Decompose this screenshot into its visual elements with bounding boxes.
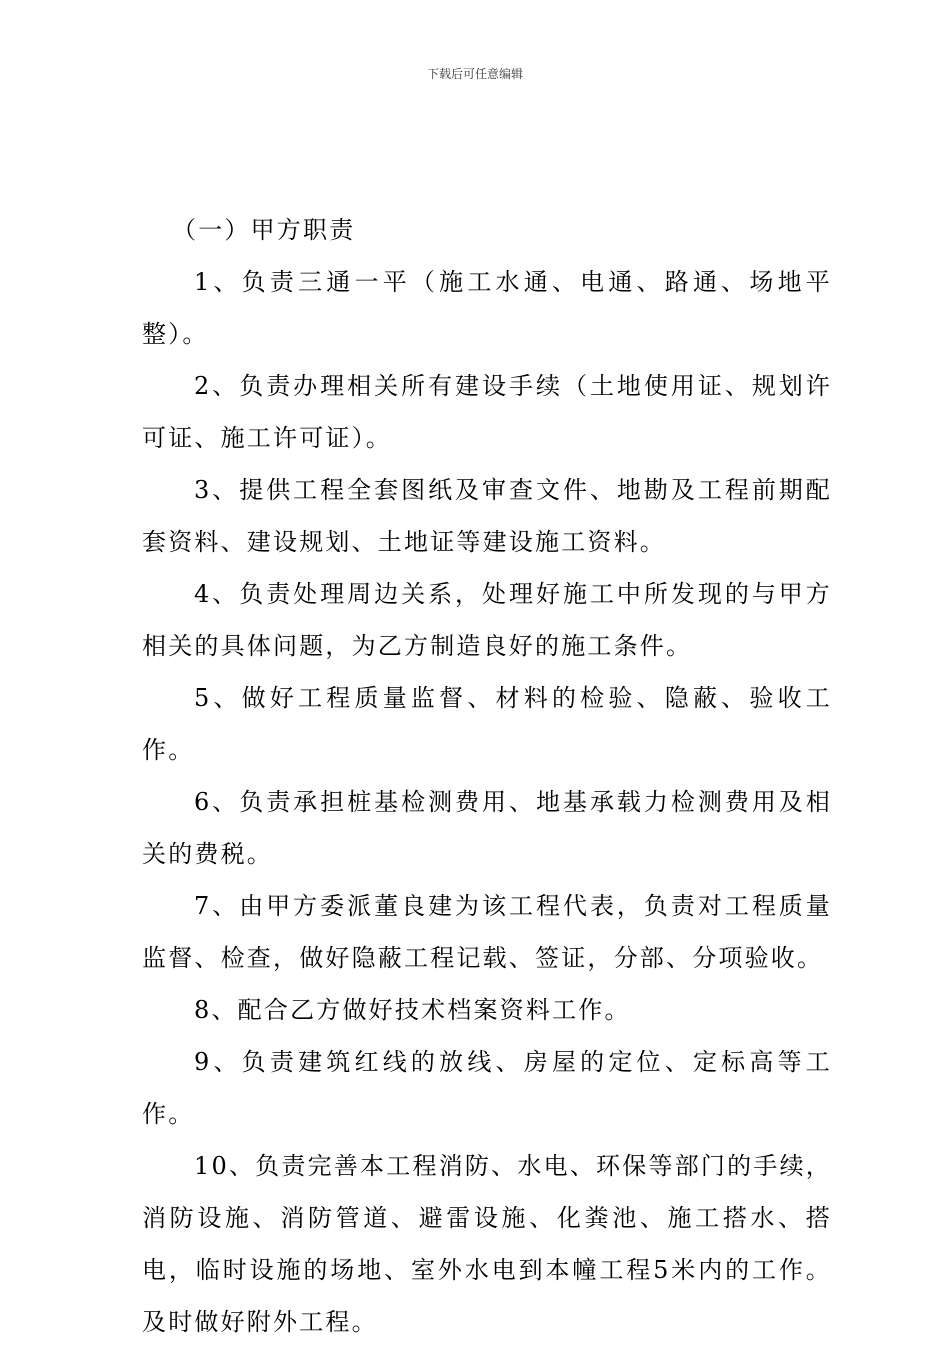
clause-9: 9、负责建筑红线的放线、房屋的定位、定标高等工作。 [142, 1048, 832, 1128]
clause-1: 1、负责三通一平（施工水通、电通、路通、场地平整）。 [142, 268, 832, 348]
clause-8: 8、配合乙方做好技术档案资料工作。 [194, 996, 631, 1024]
clause-4: 4、负责处理周边关系，处理好施工中所发现的与甲方相关的具体问题，为乙方制造良好的施工条件。 [142, 580, 832, 660]
clause-3: 3、提供工程全套图纸及审查文件、地勘及工程前期配套资料、建设规划、土地证等建设施工资料。 [142, 476, 832, 556]
clause-10: 10、负责完善本工程消防、水电、环保等部门的手续，消防设施、消防管道、避雷设施、化粪池、施工搭水、搭电，临时设施的场地、室外水电到本幢工程5米内的工作。及时做好附外工程。 [142, 1152, 832, 1336]
page-header: 下载后可任意编辑 [426, 67, 523, 81]
clause-6: 6、负责承担桩基检测费用、地基承载力检测费用及相关的费税。 [142, 788, 832, 868]
document-body [142, 204, 832, 1348]
clause-2: 2、负责办理相关所有建设手续（土地使用证、规划许可证、施工许可证）。 [142, 372, 832, 452]
section-heading: （一）甲方职责 [172, 216, 356, 244]
clause-7: 7、由甲方委派董良建为该工程代表，负责对工程质量监督、检查，做好隐蔽工程记载、签证，分部、分项验收。 [142, 892, 832, 972]
clause-5: 5、做好工程质量监督、材料的检验、隐蔽、验收工作。 [142, 684, 832, 764]
